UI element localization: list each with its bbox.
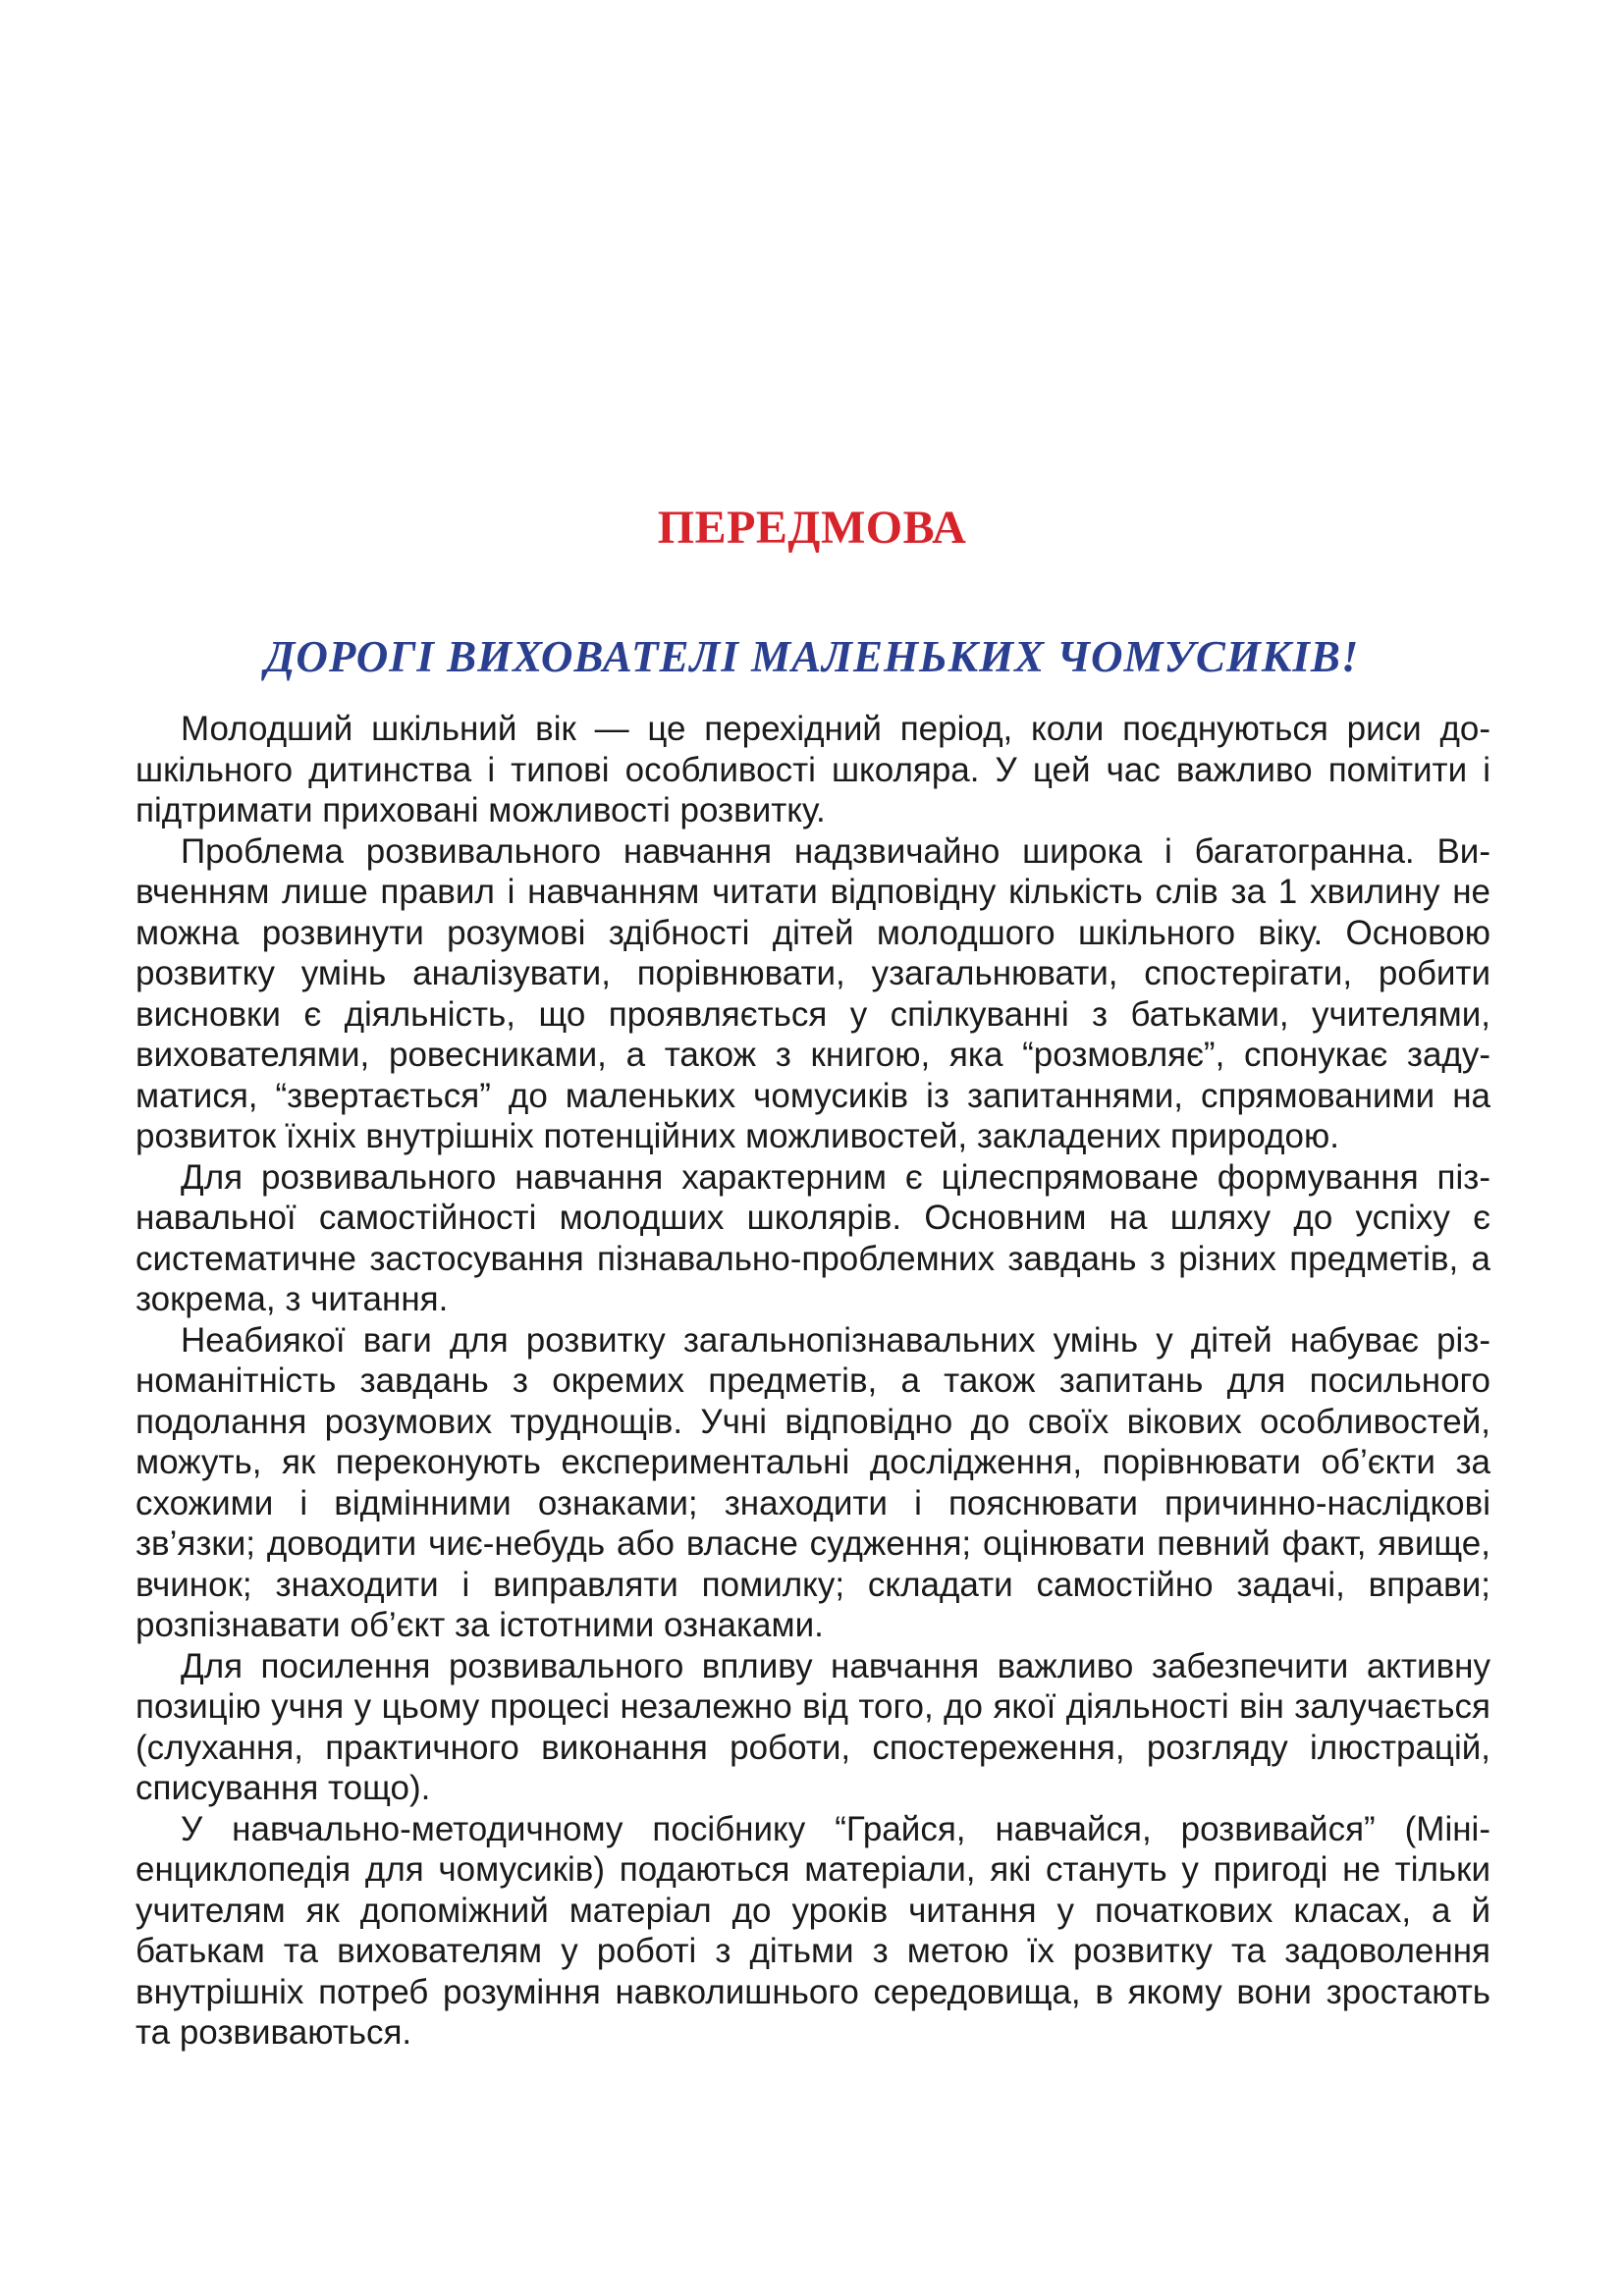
paragraph-2: Проблема розвивального навчання надзвичайно широка і багатогранна. Вивченням лише правил і навчанням читати відповідну кількість слів за 1 хвилину не можна розвинути розумові здібності дітей молодшого шкільного віку. Основою розвитку умінь аналізувати, порівнювати, узагальнювати, спостерігати, робити висновки є діяльність, що проявляється у спілкуванні з батьками, учителями, вихователями, ровесниками, а також з книгою, яка “розмовляє”, спонукає задуматися, “звертається” до маленьких чомусиків із запитаннями, спрямованими на розвиток їхніх внутрішніх потенційних можливостей, закладених природою.	[135, 831, 1490, 1155]
paragraph-4: Неабиякої ваги для розвитку загальнопізнавальних умінь у дітей набуває різноманітність завдань з окремих предметів, а також запитань для посильного подолання розумових труднощів. Учні відповідно до своїх вікових особливостей, можуть, як переконують експериментальні дослідження, порівнювати об’єкти за схожими і відмінними ознаками; знаходити і пояснювати причинно-наслідкові зв’язки; доводити чиє-небудь або власне судження; оцінювати певний факт, явище, вчинок; знаходити і виправляти помилку; складати самостійно задачі, вправи; розпізнавати об’єкт за істотними ознаками.	[135, 1320, 1490, 1644]
body-text	[135, 709, 1490, 2054]
paragraph-6: У навчально-методичному посібнику “Грайся, навчайся, розвивайся” (Міні-енциклопедія для чомусиків) подаються матеріали, які стануть у пригоді не тільки учителям як допоміжний матеріал до уроків читання у початкових класах, а й батькам та вихователям у роботі з дітьми з метою їх розвитку та задоволення внутрішніх потреб розуміння навколишнього середовища, в якому вони зростають та розвиваються.	[135, 1809, 1490, 2052]
page-title: ПЕРЕДМОВА	[657, 502, 967, 554]
page-subtitle: ДОРОГІ ВИХОВАТЕЛІ МАЛЕНЬКИХ ЧОМУСИКІВ!	[264, 632, 1360, 681]
paragraph-5: Для посилення розвивального впливу навчання важливо забезпечити активну позицію учня у цьому процесі незалежно від того, до якої діяльності він залучається (слухання, практичного виконання роботи, спостереження, розгляду ілюстрацій, списування тощо).	[135, 1646, 1490, 1807]
paragraph-3: Для розвивального навчання характерним є цілеспрямоване формування пізнавальної самостійності молодших школярів. Основним на шляху до успіху є систематичне застосування пізнавально-проблемних завдань з різних предметів, а зокрема, з читання.	[135, 1157, 1490, 1318]
paragraph-1: Молодший шкільний вік — це перехідний період, коли поєднуються риси дошкільного дитинства і типові особливості школяра. У цей час важливо помітити і підтримати приховані можливості розвитку.	[135, 710, 1490, 829]
